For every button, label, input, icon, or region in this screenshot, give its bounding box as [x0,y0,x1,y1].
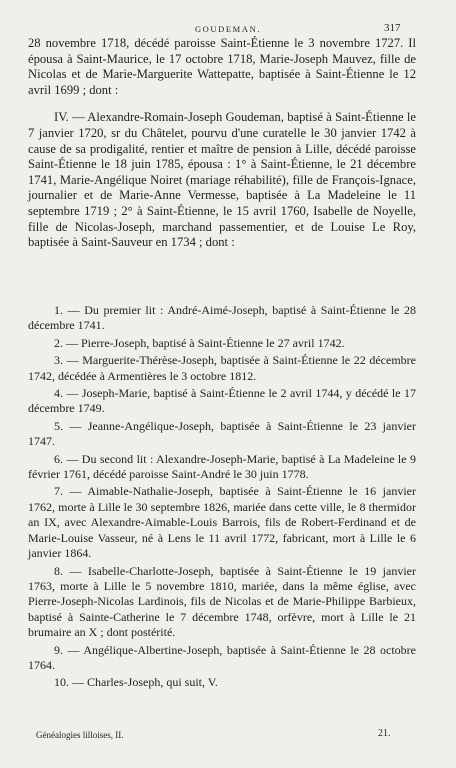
footer-signature-mark: 21. [378,728,391,739]
child-entry: 6. — Du second lit : Alexandre-Joseph-Marie, baptisé à La Madeleine le 9 février 1761, décédé paroisse Saint-André le 30 juin 1778. [28,451,416,482]
page-number: 317 [384,22,401,34]
child-entry: 1. — Du premier lit : André-Aimé-Joseph, baptisé à Saint-Étienne le 28 décembre 1741. [28,303,416,333]
child-entry: 7. — Aimable-Nathalie-Joseph, baptisée à Saint-Étienne le 16 janvier 1762, morte à Lille le 30 septembre 1826, mariée dans cette ville, le 8 thermidor an IX, avec Alexandre-Aimable-Louis Barrois, fils de Robert-Ferdinand et de Marie-Louise Vasseur, né à Lens le 11 avril 1772, fabricant, mort à Lille le 6 janvier 1864. [28,484,416,561]
running-title: GOUDEMAN. [194,24,262,34]
child-entry: 4. — Joseph-Marie, baptisé à Saint-Étienne le 2 avril 1744, y décédé le 17 décembre 1749. [28,386,416,416]
child-entry: 5. — Jeanne-Angélique-Joseph, baptisée à Saint-Étienne le 23 janvier 1747. [28,418,416,449]
child-entry: 2. — Pierre-Joseph, baptisé à Saint-Étienne le 27 avril 1742. [54,335,345,350]
child-entry: 10. — Charles-Joseph, qui suit, V. [54,675,218,690]
child-entry: 9. — Angélique-Albertine-Joseph, baptisée à Saint-Étienne le 28 octobre 1764. [28,642,416,672]
footer-book-title: Généalogies lilloises, II. [36,730,124,740]
paragraph-generation-iv: IV. — Alexandre-Romain-Joseph Goudeman, baptisé à Saint-Étienne le 7 janvier 1720, sr du Châtelet, pourvu d'une curatelle le 30 janvier 1742 à cause de sa prodigalité, rentier et maître de pension à Lille, décédé paroisse Saint-Étienne le 18 juin 1785, épousa : 1° à Saint-Étienne, le 21 décembre 1741, Marie-Angélique Noiret (mariage réhabilité), fille de François-Ignace, journalier et de Marie-Anne Vermesse, baptisée à La Madeleine le 11 septembre 1719 ; 2° à Saint-Étienne, le 15 avril 1760, Isabelle de Noyelle, fille de Nicolas-Joseph, marchand passementier, et de Louise Le Roy, baptisée à Saint-Sauveur en 1734 ; dont : [28,110,416,250]
main-text [28,36,416,251]
child-entry: 8. — Isabelle-Charlotte-Joseph, baptisée à Saint-Étienne le 19 janvier 1763, morte à Lille le 5 novembre 1810, mariée, dans la même église, avec Pierre-Joseph-Nicolas Lardinois, fils de Nicolas et de Marie-Philippe Barbieux, baptisé à Sainte-Catherine le 7 décembre 1748, orfèvre, mort à Lille le 21 brumaire an X ; dont postérité. [28,563,416,640]
paragraph-continuation: 28 novembre 1718, décédé paroisse Saint-Étienne le 3 novembre 1727. Il épousa à Saint-Maurice, le 17 octobre 1718, Marie-Joseph Mauvez, fille de Nicolas et de Marie-Marguerite Wattepatte, baptisée à Saint-Étienne le 12 avril 1699 ; dont : [28,36,416,97]
children-list [28,303,416,693]
child-entry: 3. — Marguerite-Thérèse-Joseph, baptisée à Saint-Étienne le 22 décembre 1742, décédée à Armentières le 3 octobre 1812. [28,353,416,383]
